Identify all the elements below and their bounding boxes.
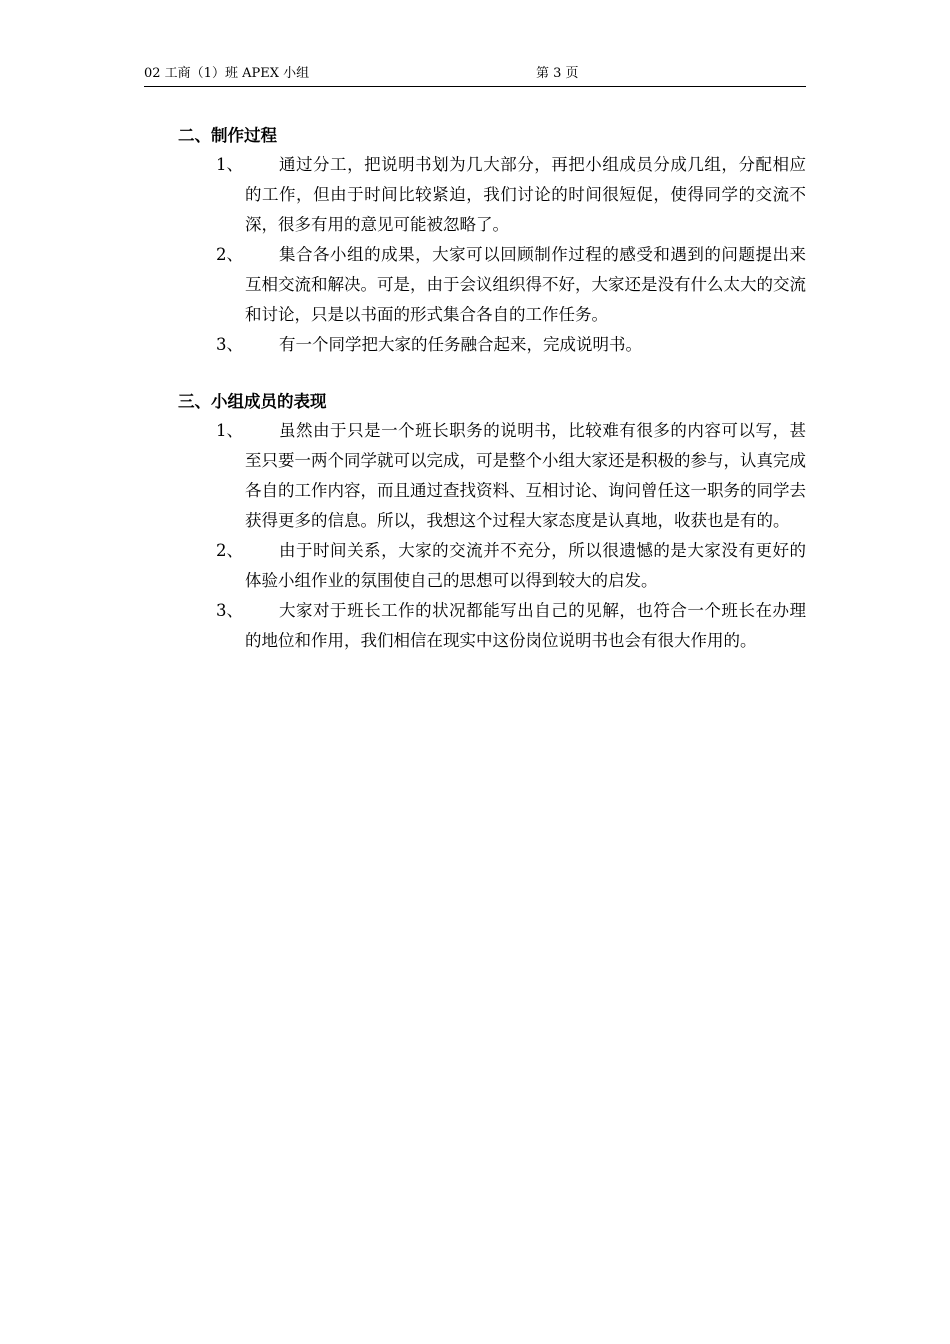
- section-title: 三、小组成员的表现: [178, 392, 327, 411]
- section-production-process: [144, 122, 806, 360]
- list-item-number: 3、: [216, 601, 243, 620]
- list-item-text: 集合各小组的成果，大家可以回顾制作过程的感受和遇到的问题提出来互相交流和解决。可是，由于会议组织得不好，大家还是没有什么太大的交流和讨论，只是以书面的形式集合各自的工作任务。: [245, 245, 806, 324]
- list-item-number: 1、: [216, 155, 243, 174]
- header-page-number: 第 3 页: [536, 66, 579, 81]
- list-item-text: 大家对于班长工作的状况都能写出自己的见解，也符合一个班长在办理的地位和作用，我们相信在现实中这份岗位说明书也会有很大作用的。: [245, 601, 806, 650]
- list-item-number: 2、: [216, 541, 243, 560]
- list-item-text: 通过分工，把说明书划为几大部分，再把小组成员分成几组，分配相应的工作，但由于时间比较紧迫，我们讨论的时间很短促，使得同学的交流不深，很多有用的意见可能被忽略了。: [245, 155, 806, 234]
- list-item: [144, 416, 806, 536]
- list-item-number: 2、: [216, 245, 243, 264]
- page-header: [144, 64, 806, 87]
- list-item-number: 3、: [216, 335, 243, 354]
- section-title: 二、制作过程: [178, 126, 277, 145]
- list-item: [144, 240, 806, 330]
- list-item: [144, 330, 806, 360]
- list-item-text: 由于时间关系，大家的交流并不充分，所以很遗憾的是大家没有更好的体验小组作业的氛围使自己的思想可以得到较大的启发。: [245, 541, 806, 590]
- list-item: [144, 150, 806, 240]
- list-item: [144, 536, 806, 596]
- numbered-list: [144, 150, 806, 360]
- list-item-text: 虽然由于只是一个班长职务的说明书，比较难有很多的内容可以写，甚至只要一两个同学就可以完成，可是整个小组大家还是积极的参与，认真完成各自的工作内容，而且通过查找资料、互相讨论、询问曾任这一职务的同学去获得更多的信息。所以，我想这个过程大家态度是认真地，收获也是有的。: [245, 421, 806, 530]
- list-item-number: 1、: [216, 421, 243, 440]
- header-group-name: 02 工商（1）班 APEX 小组: [144, 66, 310, 81]
- section-spacer: [144, 360, 806, 388]
- document-body: [144, 122, 806, 656]
- numbered-list: [144, 416, 806, 656]
- list-item-text: 有一个同学把大家的任务融合起来，完成说明书。: [279, 335, 642, 354]
- list-item: [144, 596, 806, 656]
- section-member-performance: [144, 388, 806, 656]
